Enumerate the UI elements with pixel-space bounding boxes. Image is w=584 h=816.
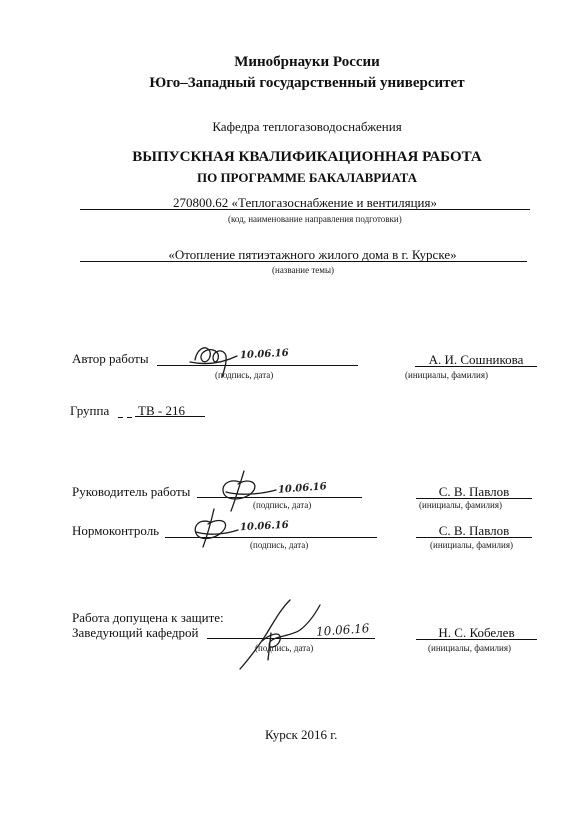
group-label: Группа bbox=[70, 403, 110, 418]
norm-control-label: Нормоконтроль bbox=[72, 523, 160, 538]
author-name: А. И. Сошникова bbox=[428, 352, 524, 367]
topic-caption: (название темы) bbox=[272, 265, 335, 275]
head-signature-caption: (подпись, дата) bbox=[255, 643, 314, 653]
topic-value: «Отопление пятиэтажного жилого дома в г. Курске» bbox=[168, 247, 457, 262]
supervisor-name-caption: (инициалы, фамилия) bbox=[419, 500, 502, 510]
work-title: ВЫПУСКНАЯ КВАЛИФИКАЦИОННАЯ РАБОТА bbox=[132, 149, 482, 165]
topic-field bbox=[80, 248, 527, 262]
admission-statement: Работа допущена к защите: bbox=[72, 610, 224, 625]
supervisor-label: Руководитель работы bbox=[72, 484, 191, 499]
head-name-caption: (инициалы, фамилия) bbox=[428, 643, 511, 653]
direction-value: 270800.62 «Теплогазоснабжение и вентиляция» bbox=[173, 195, 437, 210]
norm-control-signature-date: 10.06.16 bbox=[239, 519, 289, 534]
author-signature-date: 10.06.16 bbox=[239, 347, 289, 362]
norm-control-name-caption: (инициалы, фамилия) bbox=[430, 540, 513, 550]
department-name: Кафедра теплогазоводоснабжения bbox=[212, 119, 402, 134]
city-year: Курск 2016 г. bbox=[265, 727, 338, 742]
university-name: Юго–Западный государственный университет bbox=[149, 75, 465, 91]
norm-control-name: С. В. Павлов bbox=[438, 523, 510, 538]
norm-control-signature-caption: (подпись, дата) bbox=[250, 540, 309, 550]
group-field bbox=[135, 404, 205, 417]
supervisor-signature-date: 10.06.16 bbox=[277, 481, 328, 496]
group-blank-mark bbox=[118, 404, 123, 418]
supervisor-name: С. В. Павлов bbox=[438, 484, 510, 499]
direction-field bbox=[80, 196, 530, 210]
group-value: ТВ - 216 bbox=[138, 403, 185, 418]
supervisor-name-field bbox=[416, 485, 532, 499]
group-blank-mark bbox=[127, 404, 132, 418]
direction-caption: (код, наименование направления подготовки) bbox=[228, 214, 402, 224]
author-name-field bbox=[415, 353, 537, 367]
author-label: Автор работы bbox=[72, 351, 149, 366]
author-signature-caption: (подпись, дата) bbox=[215, 370, 274, 380]
author-name-caption: (инициалы, фамилия) bbox=[405, 370, 488, 380]
norm-control-name-field bbox=[416, 524, 532, 538]
ministry-name: Минобрнауки России bbox=[234, 54, 380, 70]
work-subtitle: ПО ПРОГРАММЕ БАКАЛАВРИАТА bbox=[196, 170, 418, 185]
head-name-field bbox=[416, 626, 537, 640]
head-signature-date: 10.06.16 bbox=[315, 621, 370, 639]
head-label: Заведующий кафедрой bbox=[72, 625, 199, 640]
supervisor-signature-caption: (подпись, дата) bbox=[253, 500, 312, 510]
head-name: Н. С. Кобелев bbox=[438, 625, 515, 640]
